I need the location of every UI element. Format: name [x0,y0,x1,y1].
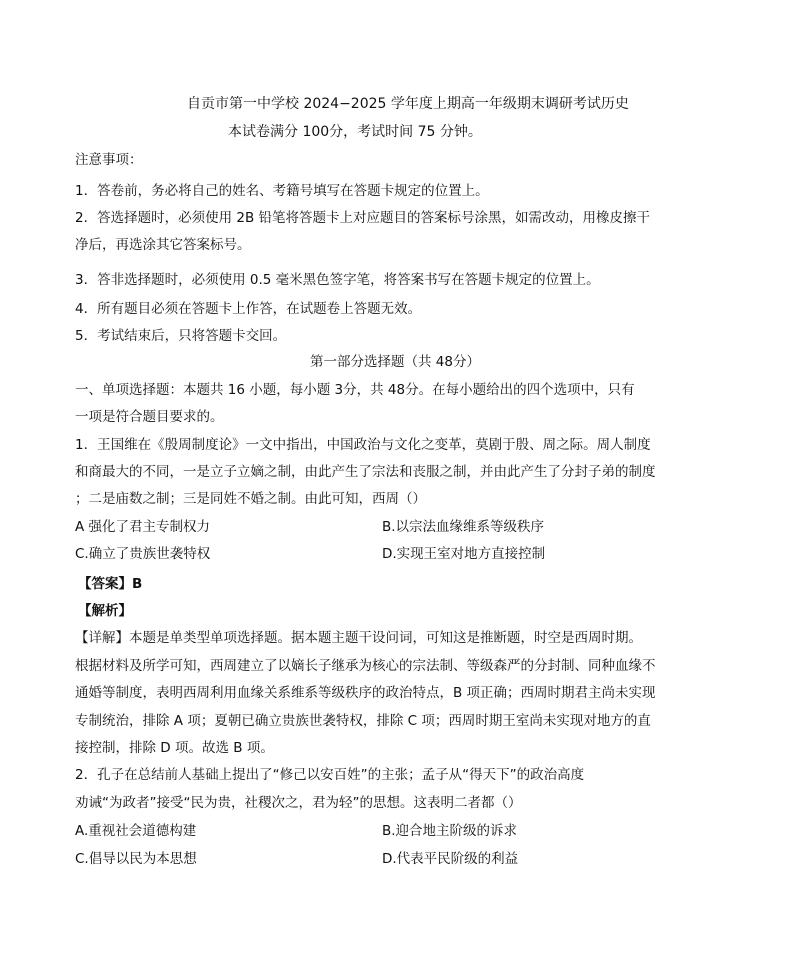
notice-item: 4．所有题目必须在答题卡上作答，在试题卷上答题无效。 [75,301,422,317]
question-1-stem: 和商最大的不同，一是立子立嫡之制，由此产生了宗法和丧服之制，并由此产生了分封子弟的制度 [75,464,656,480]
question-2-stem: 劝诫“为政者”接受“民为贵，社稷次之，君为轻”的思想。这表明二者都（） [75,795,522,811]
question-1-option-c: C.确立了贵族世袭特权 [75,546,211,562]
question-1-explanation: 通婚等制度，表明西周利用血缘关系维系等级秩序的政治特点，B 项正确；西周时期君主尚未实现 [75,685,656,701]
question-1-explanation: 根据材料及所学可知，西周建立了以嫡长子继承为核心的宗法制、等级森严的分封制、同种血缘不 [75,658,656,674]
question-2-option-d: D.代表平民阶级的利益 [382,851,519,867]
section-instruction: 一、单项选择题：本题共 16 小题，每小题 3分，共 48分。在每小题给出的四个选项中，只有 [75,382,635,398]
question-1-explanation: 接控制，排除 D 项。故选 B 项。 [75,740,274,756]
question-1-answer: 【答案】B [78,576,143,592]
question-1-option-b: B.以宗法血缘维系等级秩序 [382,519,545,535]
exam-title: 自贡市第一中学校 2024−2025 学年度上期高一年级期末调研考试历史 [187,96,629,112]
notice-item-continued: 净后，再选涂其它答案标号。 [75,237,251,253]
notice-item: 1．答卷前，务必将自己的姓名、考籍号填写在答题卡规定的位置上。 [75,183,489,199]
notice-item: 3．答非选择题时，必须使用 0.5 毫米黑色签字笔，将答案书写在答题卡规定的位置上。 [75,272,600,288]
notice-heading: 注意事项： [75,152,143,168]
exam-subtitle: 本试卷满分 100分，考试时间 75 分钟。 [228,124,482,140]
question-1-option-d: D.实现王室对地方直接控制 [382,546,546,562]
question-1-explanation: 【详解】本题是单类型单项选择题。据本题主题干设问词，可知这是推断题，时空是西周时期。 [75,630,642,646]
notice-item: 5．考试结束后，只将答题卡交回。 [75,328,287,344]
question-2-option-c: C.倡导以民为本思想 [75,851,197,867]
question-2-option-b: B.迎合地主阶级的诉求 [382,823,518,839]
question-2-option-a: A.重视社会道德构建 [75,823,197,839]
question-1-stem: 1．王国维在《殷周制度论》一文中指出，中国政治与文化之变革，莫剧于殷、周之际。周人制度 [75,437,651,453]
question-1-option-a: A 强化了君主专制权力 [75,519,211,535]
question-1-explanation: 专制统治，排除 A 项；夏朝已确立贵族世袭特权，排除 C 项；西周时期王室尚未实现对地方的直 [75,713,651,729]
question-2-stem: 2．孔子在总结前人基础上提出了“修己以安百姓”的主张；孟子从“得天下”的政治高度 [75,767,585,783]
notice-item: 2．答选择题时，必须使用 2B 铅笔将答题卡上对应题目的答案标号涂黑，如需改动，用橡皮擦干 [75,210,651,226]
question-1-analysis-label: 【解析】 [78,603,132,619]
question-1-stem: ；二是庙数之制；三是同姓不婚之制。由此可知，西周（） [75,491,426,507]
section-instruction-continued: 一项是符合题目要求的。 [75,409,224,425]
part-one-heading: 第一部分选择题（共 48分） [310,354,480,370]
